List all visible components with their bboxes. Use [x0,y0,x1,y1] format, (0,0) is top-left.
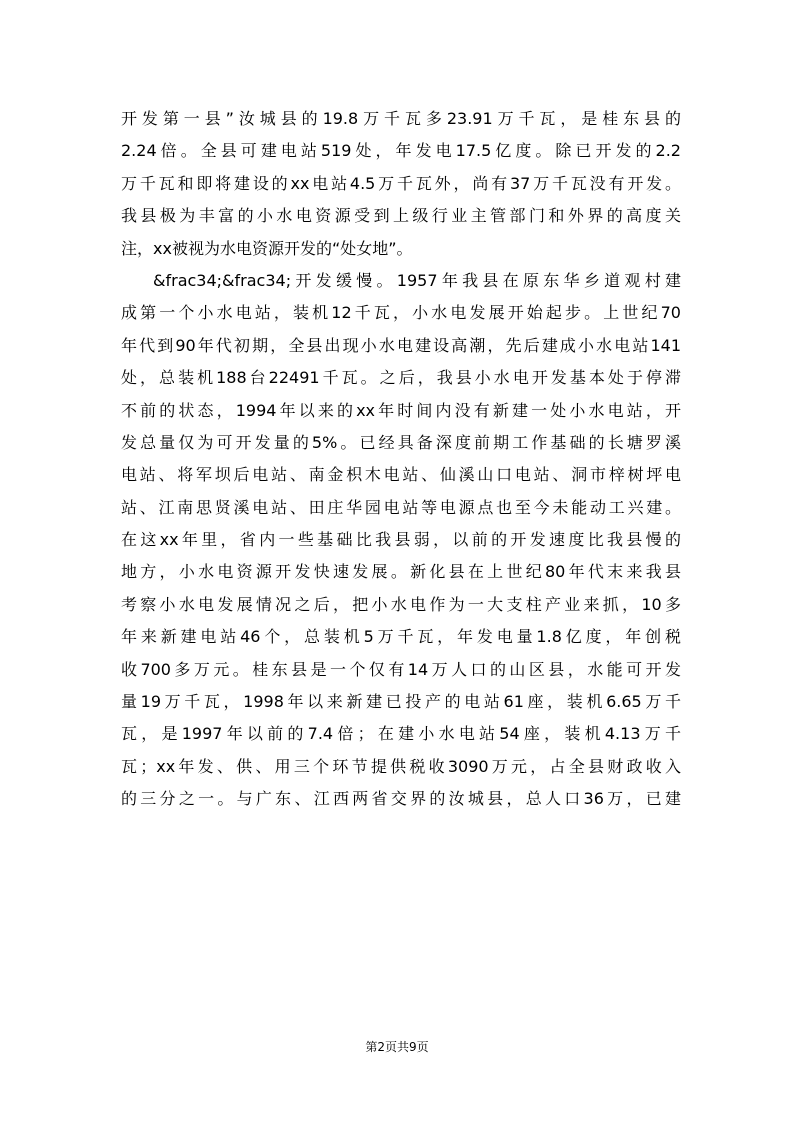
paragraph-line: 注，xx被视为水电资源开发的“处女地”。 [121,238,413,258]
paragraph-line: &frac34;&frac34;开发缓慢。1957年我县在原东华乡道观村建 [153,270,681,290]
paragraph-line: 发总量仅为可开发量的5%。已经具备深度前期工作基础的长塘罗溪 [121,432,681,452]
paragraph-line: 站、江南思贤溪电站、田庄华园电站等电源点也至今未能动工兴建。 [121,497,681,517]
paragraph-line: 不前的状态，1994年以来的xx年时间内没有新建一处小水电站，开 [121,400,681,420]
paragraph-line: 我县极为丰富的小水电资源受到上级行业主管部门和外界的高度关 [121,206,681,226]
paragraph-line: 瓦，是1997年以前的7.4倍；在建小水电站54座，装机4.13万千 [121,724,681,744]
paragraph-line: 量19万千瓦，1998年以来新建已投产的电站61座，装机6.65万千 [121,692,681,712]
document-body [121,103,681,816]
paragraph-line: 2.24倍。全县可建电站519处，年发电17.5亿度。除已开发的2.2 [121,141,681,161]
paragraph-line: 瓦；xx年发、供、用三个环节提供税收3090万元，占全县财政收入 [121,756,681,776]
paragraph-line: 开发第一县”汝城县的19.8万千瓦多23.91万千瓦，是桂东县的 [121,109,681,128]
paragraph-line: 万千瓦和即将建设的xx电站4.5万千瓦外，尚有37万千瓦没有开发。 [121,173,681,193]
paragraph-line: 考察小水电发展情况之后，把小水电作为一大支柱产业来抓，10多 [121,594,681,614]
paragraph-line: 年来新建电站46个，总装机5万千瓦，年发电量1.8亿度，年创税 [121,627,681,647]
paragraph-line: 的三分之一。与广东、江西两省交界的汝城县，总人口36万，已建 [121,789,681,809]
page-number: 第2页共9页 [365,1040,429,1054]
paragraph-line: 在这xx年里，省内一些基础比我县弱，以前的开发速度比我县慢的 [121,530,681,550]
paragraph-line: 年代到90年代初期，全县出现小水电建设高潮，先后建成小水电站141 [121,335,681,355]
paragraph-line: 处，总装机188台22491千瓦。之后，我县小水电开发基本处于停滞 [121,368,681,388]
paragraph-line: 地方，小水电资源开发快速发展。新化县在上世纪80年代末来我县 [121,562,681,582]
paragraph-line: 成第一个小水电站，装机12千瓦，小水电发展开始起步。上世纪70 [121,303,681,323]
paragraph-line: 收700多万元。桂东县是一个仅有14万人口的山区县，水能可开发 [121,659,681,679]
paragraph-line: 电站、将军坝后电站、南金枳木电站、仙溪山口电站、洞市梓树坪电 [121,465,681,485]
